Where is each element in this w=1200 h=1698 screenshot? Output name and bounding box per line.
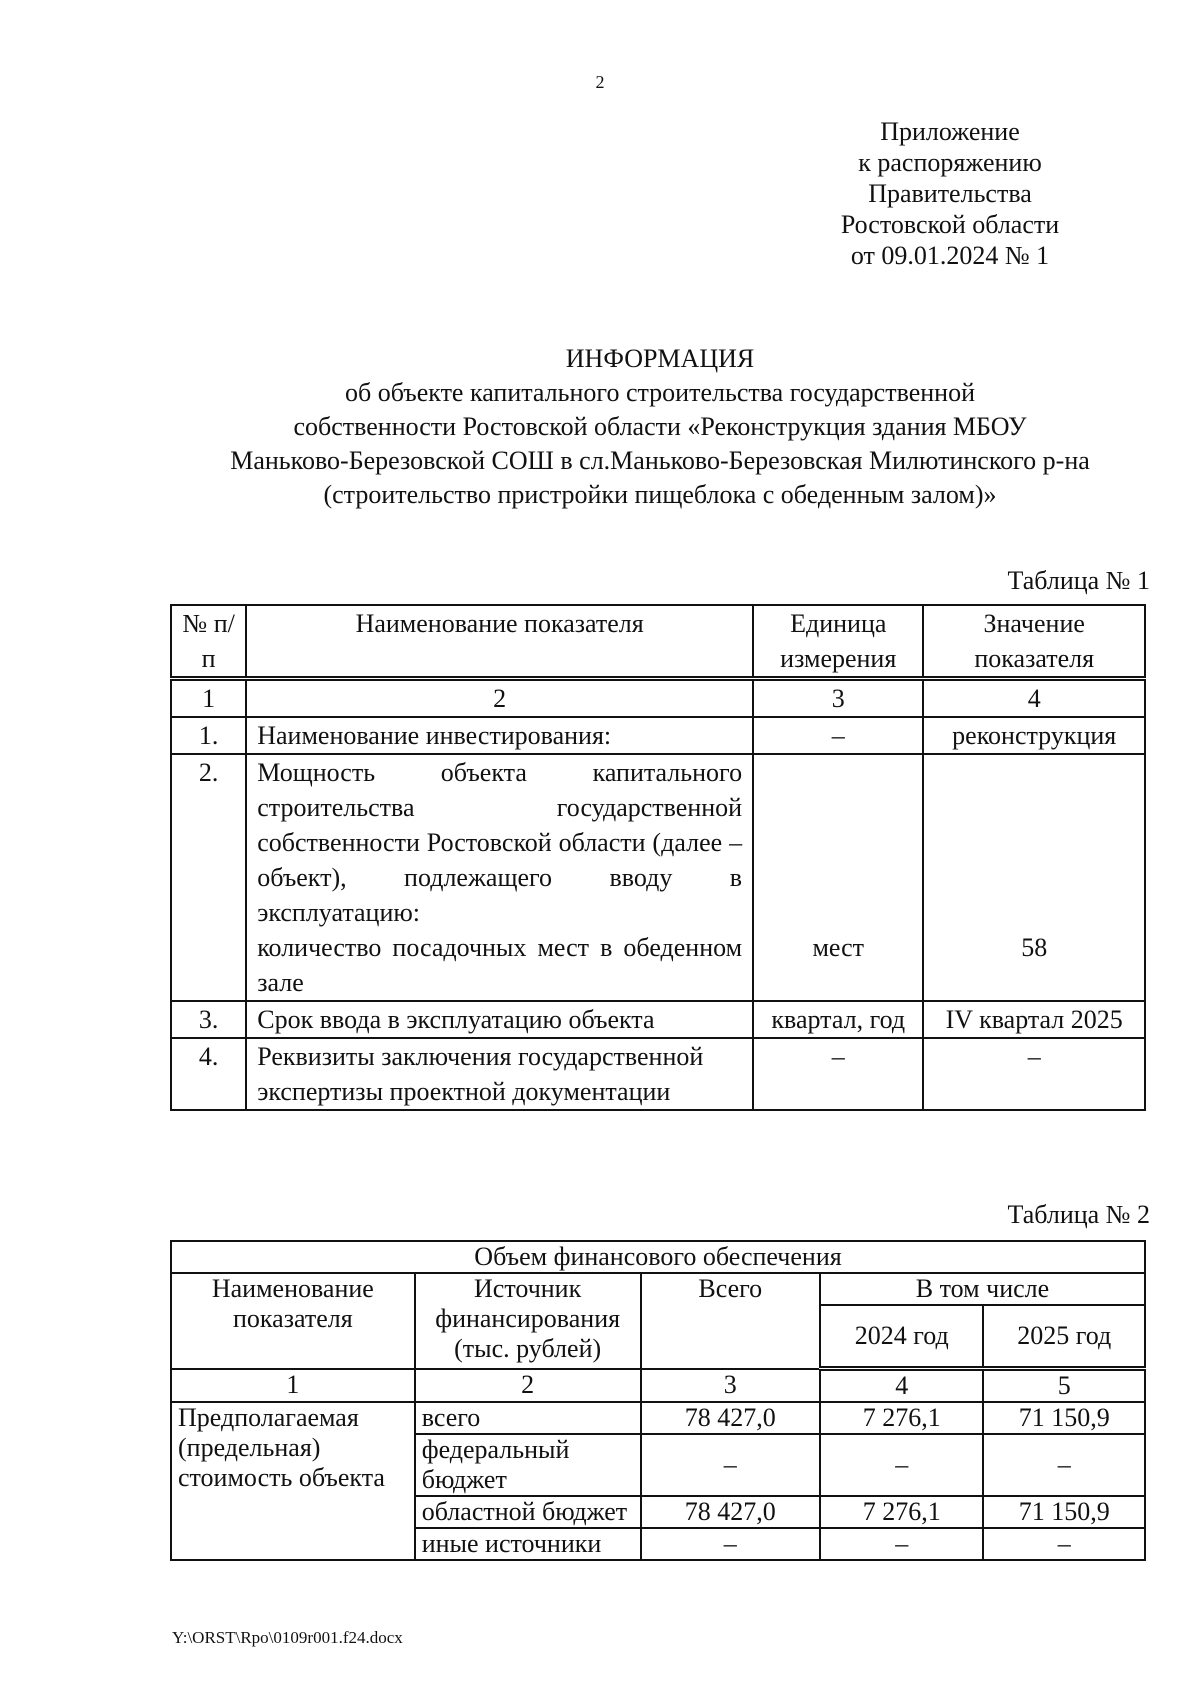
heading-line: Маньково-Березовской СОШ в сл.Маньково-Березовская Милютинского р-на [230, 446, 1090, 475]
row-name: Мощность объекта капитального строительства государственной собственности Ростовской области (далее – объект), подлежащего вводу в эксплуатацию: [257, 758, 743, 927]
row-unit: квартал, год [753, 1001, 923, 1038]
appendix-block [800, 116, 1100, 271]
heading-line: об объекте капитального строительства государственной [344, 378, 975, 407]
heading-line: (строительство пристройки пищеблока с обеденным залом)» [323, 480, 997, 509]
col-number: 3 [641, 1369, 820, 1403]
row-num: 1. [171, 717, 246, 754]
col-number: 1 [171, 679, 246, 718]
row-num: 3. [171, 1001, 246, 1038]
header-including: В том числе [820, 1273, 1145, 1305]
col-number: 2 [415, 1369, 641, 1403]
table-row [171, 754, 1145, 1001]
appendix-line: Ростовской области [840, 210, 1060, 239]
row-value: 58 [923, 754, 1145, 1001]
header-year-2024: 2024 год [820, 1305, 983, 1369]
row-source: всего [415, 1402, 641, 1434]
col-number: 5 [983, 1369, 1145, 1403]
row-total: – [641, 1434, 820, 1496]
heading-title: ИНФОРМАЦИЯ [565, 344, 755, 373]
row-value: IV квартал 2025 [923, 1001, 1145, 1038]
top-header: Объем финансового обеспечения [171, 1241, 1145, 1273]
row-source: федеральный бюджет [415, 1434, 641, 1496]
row-2024: 7 276,1 [820, 1496, 983, 1528]
table-2 [170, 1240, 1146, 1561]
row-num: 2. [171, 754, 246, 1001]
heading-line: собственности Ростовской области «Реконструкция здания МБОУ [293, 412, 1027, 441]
appendix-line: к распоряжению [858, 148, 1042, 177]
row-value: реконструкция [923, 717, 1145, 754]
table-row [171, 1402, 1145, 1434]
row-2025: – [983, 1528, 1145, 1560]
table1-col-numbers [171, 679, 1145, 718]
table2-col-numbers [171, 1369, 1145, 1403]
header-value: Значение показателя [923, 605, 1145, 679]
table1-caption: Таблица № 1 [1007, 566, 1150, 595]
row-unit: мест [753, 754, 923, 1001]
header-source: Источник финансирования (тыс. рублей) [415, 1273, 641, 1369]
row-name: Срок ввода в эксплуатацию объекта [246, 1001, 753, 1038]
row-value: – [923, 1038, 1145, 1110]
appendix-line: Приложение [880, 117, 1020, 146]
row-name-sub: количество посадочных мест в обеденном зале [257, 933, 743, 997]
col-number: 1 [171, 1369, 415, 1403]
row-name-cell [246, 754, 753, 1001]
row-name: Наименование инвестирования: [246, 717, 753, 754]
appendix-line: от 09.01.2024 № 1 [850, 241, 1050, 270]
row-source: иные источники [415, 1528, 641, 1560]
table-row [171, 717, 1145, 754]
table2-top-header [171, 1241, 1145, 1273]
row-2024: – [820, 1434, 983, 1496]
row-total: – [641, 1528, 820, 1560]
row-num: 4. [171, 1038, 246, 1110]
table-1 [170, 604, 1146, 1111]
indicator-name: Предполагаемая (предельная) стоимость объекта [171, 1402, 415, 1560]
header-name: Наименование показателя [246, 605, 753, 679]
table1-header-row [171, 605, 1145, 679]
row-total: 78 427,0 [641, 1402, 820, 1434]
row-2025: 71 150,9 [983, 1402, 1145, 1434]
table2-caption: Таблица № 2 [1007, 1200, 1150, 1229]
col-number: 3 [753, 679, 923, 718]
header-total: Всего [641, 1273, 820, 1369]
table2-header-row [171, 1273, 1145, 1305]
col-number: 4 [820, 1369, 983, 1403]
col-number: 4 [923, 679, 1145, 718]
header-unit: Единица измерения [753, 605, 923, 679]
document-heading [150, 342, 1170, 512]
table-row [171, 1038, 1145, 1110]
row-2025: 71 150,9 [983, 1496, 1145, 1528]
row-2025: – [983, 1434, 1145, 1496]
row-name: Реквизиты заключения государственной экспертизы проектной документации [246, 1038, 753, 1110]
row-total: 78 427,0 [641, 1496, 820, 1528]
header-num: № п/п [171, 605, 246, 679]
row-2024: – [820, 1528, 983, 1560]
file-path-footer: Y:\ORST\Rpo\0109r001.f24.docx [172, 1628, 403, 1647]
col-number: 2 [246, 679, 753, 718]
row-2024: 7 276,1 [820, 1402, 983, 1434]
page-number: 2 [595, 72, 605, 92]
appendix-line: Правительства [868, 179, 1032, 208]
header-year-2025: 2025 год [983, 1305, 1145, 1369]
row-source: областной бюджет [415, 1496, 641, 1528]
table-row [171, 1001, 1145, 1038]
row-unit: – [753, 1038, 923, 1110]
header-indicator: Наименование показателя [171, 1273, 415, 1369]
row-unit: – [753, 717, 923, 754]
